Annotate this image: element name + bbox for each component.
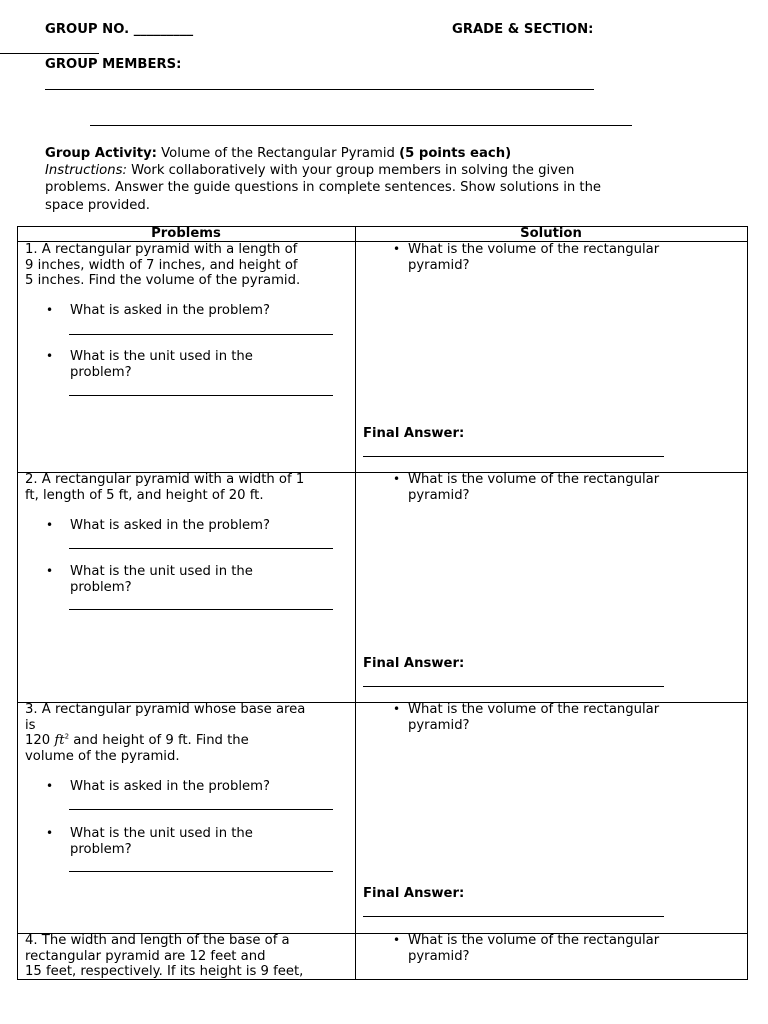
- question-unit-text: What is the unit used in the problem?: [70, 564, 253, 595]
- exponent: 2: [64, 732, 70, 741]
- answer-blank[interactable]: [69, 871, 333, 872]
- table-border-left: [17, 226, 18, 980]
- problem-4-line: 4. The width and length of the base of a: [25, 933, 290, 948]
- problem-2-text: [25, 472, 350, 503]
- problem-2-line: 2. A rectangular pyramid with a width of 1: [25, 472, 305, 487]
- instructions-line-1: [45, 163, 574, 179]
- instructions-label: Instructions:: [45, 163, 127, 178]
- problem-1-text: [25, 242, 350, 289]
- problem-3-text: [25, 702, 350, 764]
- instructions-line-2: problems. Answer the guide questions in complete sentences. Show solutions in the: [45, 180, 602, 195]
- question-unit-text: What is the unit used in the problem?: [70, 349, 253, 380]
- problem-1-line: 1. A rectangular pyramid with a length of: [25, 242, 298, 257]
- instructions-text-1: Work collaboratively with your group members in solving the given: [126, 163, 575, 178]
- problem-3-line: 3. A rectangular pyramid whose base area: [25, 702, 306, 717]
- problem-4-text: [25, 933, 350, 980]
- answer-blank[interactable]: [69, 548, 333, 549]
- final-answer-blank[interactable]: [363, 916, 664, 917]
- solution-question-text: What is the volume of the rectangular pyramid?: [408, 702, 660, 733]
- group-members-blank-1[interactable]: [45, 89, 594, 90]
- final-answer-blank[interactable]: [363, 686, 664, 687]
- bullet-icon: •: [393, 702, 401, 716]
- solution-question-text: What is the volume of the rectangular pyramid?: [408, 933, 660, 964]
- question-asked-text: What is asked in the problem?: [70, 518, 270, 533]
- answer-blank[interactable]: [69, 609, 333, 610]
- problem-3-line: is: [25, 717, 36, 733]
- final-answer-blank[interactable]: [363, 456, 664, 457]
- bullet-icon: •: [393, 472, 401, 486]
- instructions-line-3: space provided.: [45, 198, 150, 213]
- activity-points: (5 points each): [399, 146, 512, 161]
- activity-title-label: Group Activity:: [45, 146, 157, 161]
- grade-section-label: GRADE & SECTION:: [452, 22, 594, 37]
- bullet-icon: •: [46, 826, 54, 840]
- bullet-icon: •: [46, 564, 54, 578]
- answer-blank[interactable]: [69, 809, 333, 810]
- question-asked-text: What is asked in the problem?: [70, 303, 270, 318]
- header-problems: Problems: [151, 226, 221, 241]
- answer-blank[interactable]: [69, 395, 333, 396]
- solution-question-text: What is the volume of the rectangular pyramid?: [408, 242, 660, 273]
- activity-title: [45, 146, 511, 162]
- group-members-label: GROUP MEMBERS:: [45, 57, 182, 72]
- bullet-icon: •: [46, 303, 54, 317]
- activity-title-text: Volume of the Rectangular Pyramid: [156, 146, 400, 161]
- bullet-icon: •: [46, 518, 54, 532]
- problem-4-line: rectangular pyramid are 12 feet and: [25, 948, 266, 964]
- ft-unit: ft: [54, 733, 65, 748]
- header-solution: Solution: [520, 226, 582, 241]
- solution-question-text: What is the volume of the rectangular pyramid?: [408, 472, 660, 503]
- problem-1-line: 9 inches, width of 7 inches, and height of: [25, 257, 298, 273]
- bullet-icon: •: [46, 779, 54, 793]
- column-divider: [355, 226, 356, 980]
- problem-4-line: 15 feet, respectively. If its height is 9 feet,: [25, 964, 304, 979]
- table-border-right: [747, 226, 748, 980]
- bullet-icon: •: [393, 933, 401, 947]
- problem-1-line: 5 inches. Find the volume of the pyramid.: [25, 273, 301, 288]
- problem-3-line: 120 $ft^2$ and height of 9 ft. Find the: [25, 732, 249, 748]
- final-answer-label: Final Answer:: [363, 656, 465, 671]
- group-members-blank-2[interactable]: [90, 125, 632, 126]
- final-answer-label: Final Answer:: [363, 886, 465, 901]
- bullet-icon: •: [393, 242, 401, 256]
- problems-table: [17, 226, 748, 980]
- problem-3-line: volume of the pyramid.: [25, 748, 180, 764]
- question-asked-text: What is asked in the problem?: [70, 779, 270, 794]
- problem-2-line: ft, length of 5 ft, and height of 20 ft.: [25, 487, 264, 503]
- bullet-icon: •: [46, 349, 54, 363]
- final-answer-label: Final Answer:: [363, 426, 465, 441]
- grade-section-blank[interactable]: [0, 53, 99, 54]
- group-no-label: GROUP NO. _________: [45, 22, 194, 37]
- question-unit-text: What is the unit used in the problem?: [70, 826, 253, 857]
- answer-blank[interactable]: [69, 334, 333, 335]
